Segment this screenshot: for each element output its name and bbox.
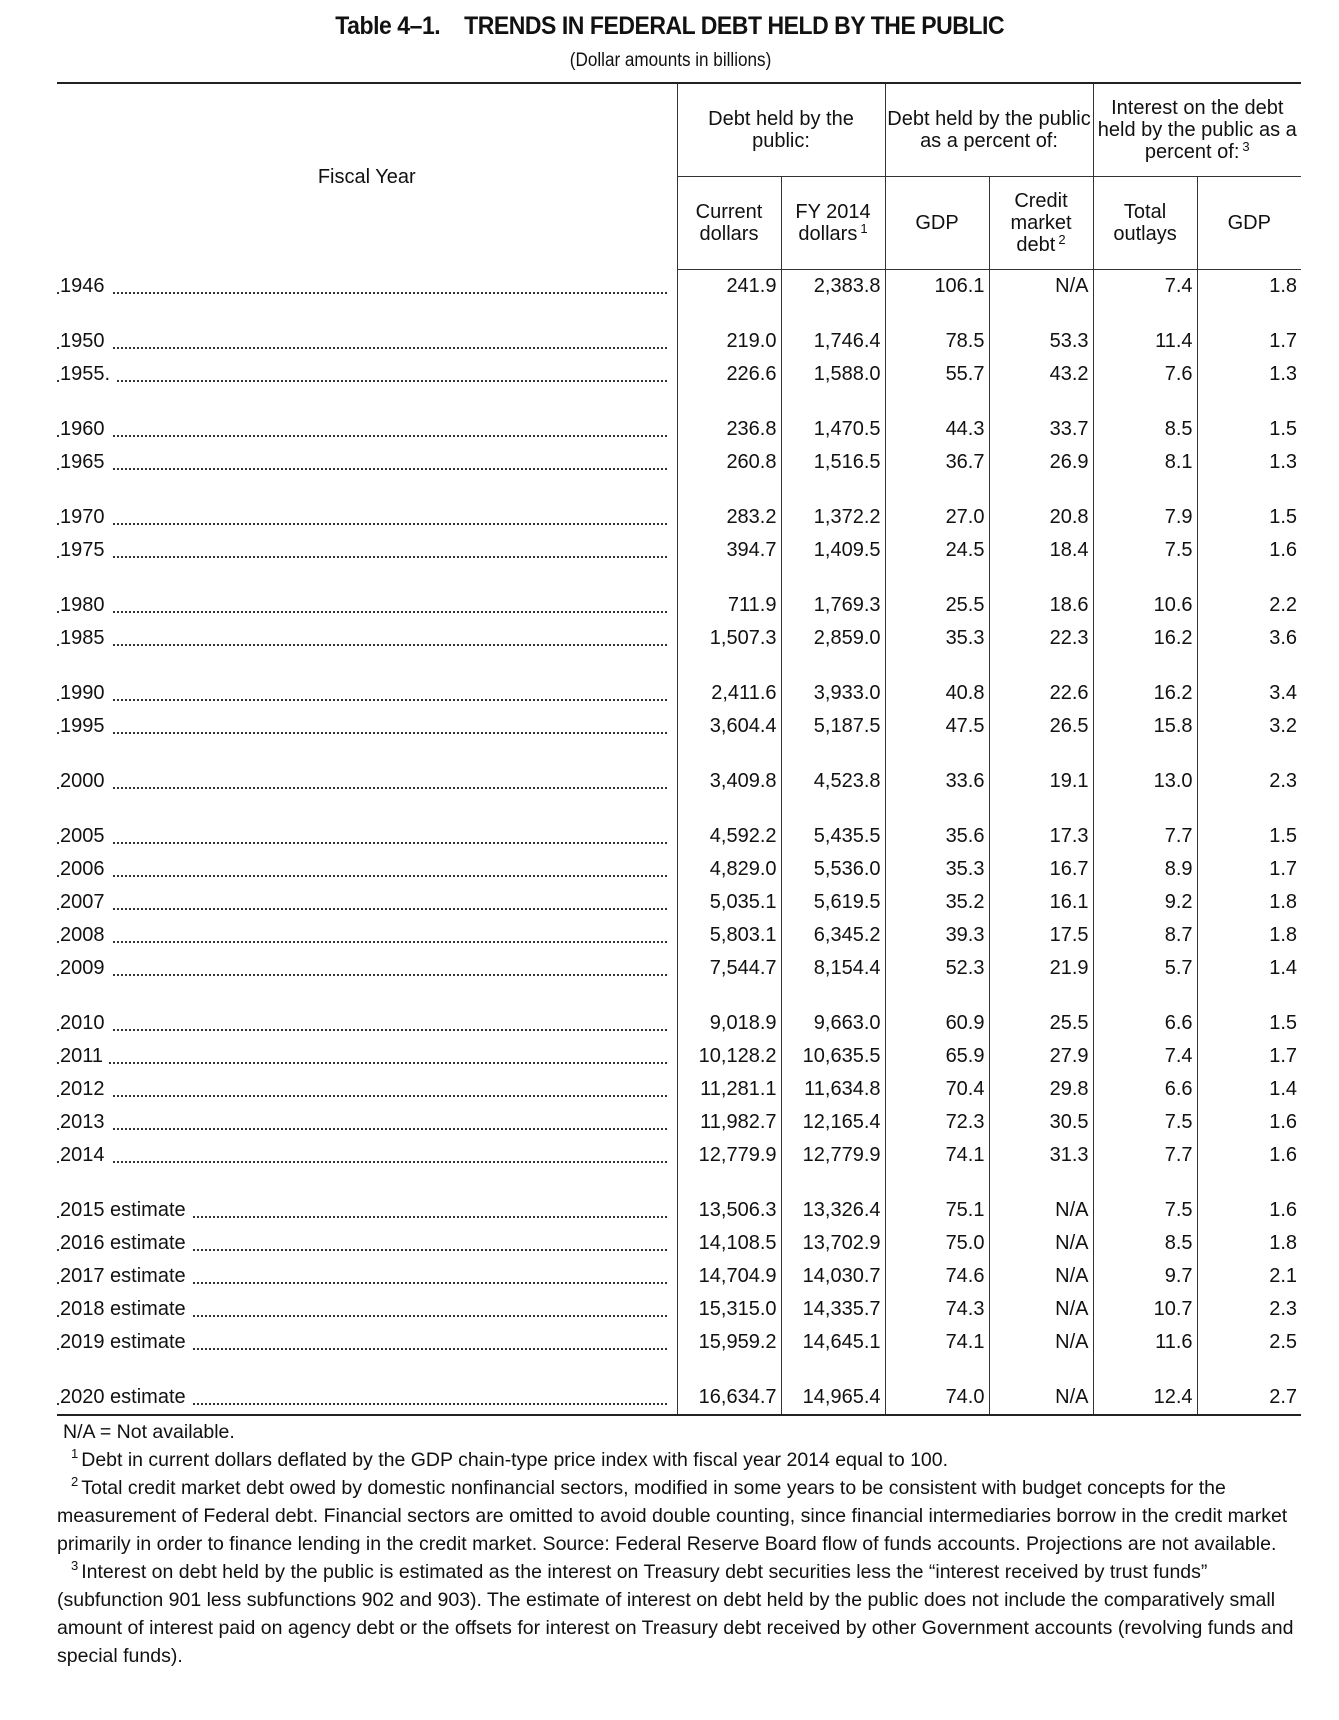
leader-dots	[57, 785, 667, 789]
footnote-ref: 1	[860, 221, 868, 236]
value-cell: 8.5	[1093, 1227, 1197, 1260]
value-cell: 78.5	[885, 325, 989, 358]
value-cell: 1,372.2	[781, 501, 885, 534]
footnote-ref: 2	[1058, 232, 1066, 247]
value-cell: 5,035.1	[677, 886, 781, 919]
value-cell: 2.3	[1197, 1293, 1301, 1326]
value-cell: N/A	[989, 1194, 1093, 1227]
value-cell: 1.5	[1197, 413, 1301, 446]
value-cell: 12,165.4	[781, 1106, 885, 1139]
header-group-percent: Debt held by the public as a percent of:	[885, 83, 1093, 177]
row-spacer	[57, 1359, 1301, 1381]
leader-dots	[57, 1060, 667, 1064]
value-cell: 16,634.7	[677, 1381, 781, 1415]
debt-table	[57, 82, 1301, 1416]
value-cell: 2,411.6	[677, 677, 781, 710]
value-cell: 3.6	[1197, 622, 1301, 655]
table-row	[57, 589, 1301, 622]
table-number: Table 4–1.	[335, 12, 441, 40]
value-cell: 7.4	[1093, 270, 1197, 304]
value-cell: 35.3	[885, 853, 989, 886]
table-row	[57, 1194, 1301, 1227]
table-title	[54, 12, 1286, 41]
fiscal-year-cell: 1950	[57, 325, 677, 358]
value-cell: 4,592.2	[677, 820, 781, 853]
value-cell: 1.3	[1197, 446, 1301, 479]
value-cell: N/A	[989, 1293, 1093, 1326]
value-cell: 1.7	[1197, 853, 1301, 886]
fiscal-year-cell: 2011	[57, 1040, 677, 1073]
fiscal-year-cell: 1965	[57, 446, 677, 479]
header-fiscal-year: Fiscal Year	[57, 83, 677, 270]
fiscal-year-cell: 2018 estimate	[57, 1293, 677, 1326]
value-cell: 106.1	[885, 270, 989, 304]
value-cell: 9.2	[1093, 886, 1197, 919]
header-interest-gdp: GDP	[1197, 177, 1301, 270]
value-cell: 1.7	[1197, 325, 1301, 358]
row-spacer	[57, 567, 1301, 589]
value-cell: 5,803.1	[677, 919, 781, 952]
table-row	[57, 765, 1301, 798]
value-cell: 26.9	[989, 446, 1093, 479]
value-cell: 1.4	[1197, 1073, 1301, 1106]
leader-dots	[57, 972, 667, 976]
table-row	[57, 446, 1301, 479]
value-cell: 22.3	[989, 622, 1093, 655]
value-cell: 74.1	[885, 1326, 989, 1359]
table-row	[57, 853, 1301, 886]
value-cell: 4,523.8	[781, 765, 885, 798]
table-row	[57, 677, 1301, 710]
fiscal-year-cell: 2005	[57, 820, 677, 853]
value-cell: 1.8	[1197, 270, 1301, 304]
header-credit-market-debt: Credit market debt $^2$	[989, 177, 1093, 270]
value-cell: 35.2	[885, 886, 989, 919]
value-cell: 53.3	[989, 325, 1093, 358]
value-cell: 219.0	[677, 325, 781, 358]
footnote-3: $^3$ Interest on debt held by the public is estimated as the interest on Treasury debt securities less the “interest received by trust funds” (subfunction 901 less subfunctions 902 and 903). The estimate of interest on debt held by the public does not include the comparatively small amount of interest paid on agency debt or the offsets for interest on Treasury debt received by other Government accounts (revolving funds and special funds).	[57, 1558, 1294, 1667]
value-cell: 2.5	[1197, 1326, 1301, 1359]
header-group-interest: Interest on the debt held by the public as a percent of: $^3$	[1093, 83, 1301, 177]
value-cell: 14,030.7	[781, 1260, 885, 1293]
value-cell: 1.4	[1197, 952, 1301, 985]
value-cell: 2,859.0	[781, 622, 885, 655]
value-cell: 1.6	[1197, 1194, 1301, 1227]
footnote-2: $^2$ Total credit market debt owed by domestic nonfinancial sectors, modified in some years to be consistent with budget concepts for the measurement of Federal debt. Financial sectors are omitted to avoid double counting, since financial intermediaries borrow in the credit market primarily in order to finance lending in the credit market. Source: Federal Reserve Board flow of funds accounts. Projections are not available.	[57, 1474, 1288, 1555]
value-cell: 13,702.9	[781, 1227, 885, 1260]
value-cell: 74.3	[885, 1293, 989, 1326]
value-cell: 7.4	[1093, 1040, 1197, 1073]
value-cell: 3,933.0	[781, 677, 885, 710]
value-cell: 8.5	[1093, 413, 1197, 446]
value-cell: 7.7	[1093, 820, 1197, 853]
table-row	[57, 1073, 1301, 1106]
value-cell: 13,326.4	[781, 1194, 885, 1227]
fiscal-year-cell: 1955.	[57, 358, 677, 391]
value-cell: 1.5	[1197, 501, 1301, 534]
value-cell: 27.9	[989, 1040, 1093, 1073]
fiscal-year-cell: 1985	[57, 622, 677, 655]
table-row	[57, 886, 1301, 919]
table-body	[57, 270, 1301, 1416]
value-cell: 1,588.0	[781, 358, 885, 391]
value-cell: 711.9	[677, 589, 781, 622]
header-current-dollars: Current dollars	[677, 177, 781, 270]
value-cell: 260.8	[677, 446, 781, 479]
value-cell: 52.3	[885, 952, 989, 985]
value-cell: 5.7	[1093, 952, 1197, 985]
value-cell: 15.8	[1093, 710, 1197, 743]
value-cell: 8,154.4	[781, 952, 885, 985]
fiscal-year-cell: 2010	[57, 1007, 677, 1040]
fiscal-year-cell: 2009	[57, 952, 677, 985]
value-cell: 60.9	[885, 1007, 989, 1040]
value-cell: 47.5	[885, 710, 989, 743]
value-cell: 5,435.5	[781, 820, 885, 853]
value-cell: N/A	[989, 1381, 1093, 1415]
value-cell: 3.2	[1197, 710, 1301, 743]
value-cell: 9,018.9	[677, 1007, 781, 1040]
row-spacer	[57, 743, 1301, 765]
leader-dots	[57, 1027, 667, 1031]
value-cell: 14,335.7	[781, 1293, 885, 1326]
fiscal-year-cell: 1995	[57, 710, 677, 743]
value-cell: 283.2	[677, 501, 781, 534]
fiscal-year-cell: 2019 estimate	[57, 1326, 677, 1359]
value-cell: 12.4	[1093, 1381, 1197, 1415]
value-cell: 10,128.2	[677, 1040, 781, 1073]
value-cell: 40.8	[885, 677, 989, 710]
value-cell: 24.5	[885, 534, 989, 567]
value-cell: 394.7	[677, 534, 781, 567]
table-row	[57, 1106, 1301, 1139]
value-cell: 75.0	[885, 1227, 989, 1260]
header-fy2014-dollars: FY 2014 dollars $^1$	[781, 177, 885, 270]
value-cell: 35.6	[885, 820, 989, 853]
value-cell: 11.4	[1093, 325, 1197, 358]
value-cell: 13,506.3	[677, 1194, 781, 1227]
value-cell: 3.4	[1197, 677, 1301, 710]
value-cell: 3,409.8	[677, 765, 781, 798]
value-cell: 16.2	[1093, 677, 1197, 710]
value-cell: 8.7	[1093, 919, 1197, 952]
value-cell: 17.5	[989, 919, 1093, 952]
leader-dots	[57, 433, 667, 437]
value-cell: 1.5	[1197, 1007, 1301, 1040]
value-cell: 7,544.7	[677, 952, 781, 985]
value-cell: 7.5	[1093, 1194, 1197, 1227]
fiscal-year-cell: 1980	[57, 589, 677, 622]
value-cell: 35.3	[885, 622, 989, 655]
fiscal-year-cell: 1975	[57, 534, 677, 567]
value-cell: 16.7	[989, 853, 1093, 886]
value-cell: 2,383.8	[781, 270, 885, 304]
table-row	[57, 710, 1301, 743]
leader-dots	[57, 840, 667, 844]
footnote-ref: 3	[1242, 139, 1250, 154]
leader-dots	[57, 290, 667, 294]
value-cell: 1,409.5	[781, 534, 885, 567]
footnote-1: $^1$ Debt in current dollars deflated by the GDP chain-type price index with fiscal year 2014 equal to 100.	[71, 1446, 949, 1471]
value-cell: 8.9	[1093, 853, 1197, 886]
value-cell: 10.7	[1093, 1293, 1197, 1326]
fiscal-year-cell: 2020 estimate	[57, 1381, 677, 1415]
value-cell: N/A	[989, 1227, 1093, 1260]
value-cell: 25.5	[885, 589, 989, 622]
value-cell: 4,829.0	[677, 853, 781, 886]
leader-dots	[57, 730, 667, 734]
fiscal-year-cell: 2017 estimate	[57, 1260, 677, 1293]
leader-dots	[57, 1093, 667, 1097]
leader-dots	[57, 554, 667, 558]
fiscal-year-cell: 1960	[57, 413, 677, 446]
fiscal-year-cell: 2006	[57, 853, 677, 886]
table-row	[57, 1293, 1301, 1326]
value-cell: 1,516.5	[781, 446, 885, 479]
table-row	[57, 270, 1301, 304]
fiscal-year-cell: 2015 estimate	[57, 1194, 677, 1227]
value-cell: 74.6	[885, 1260, 989, 1293]
value-cell: 18.6	[989, 589, 1093, 622]
value-cell: 7.5	[1093, 534, 1197, 567]
value-cell: 33.7	[989, 413, 1093, 446]
value-cell: 1.6	[1197, 1139, 1301, 1172]
value-cell: 33.6	[885, 765, 989, 798]
value-cell: 17.3	[989, 820, 1093, 853]
value-cell: 8.1	[1093, 446, 1197, 479]
leader-dots	[57, 378, 667, 382]
row-spacer	[57, 798, 1301, 820]
value-cell: 1.6	[1197, 534, 1301, 567]
row-spacer	[57, 655, 1301, 677]
value-cell: 44.3	[885, 413, 989, 446]
value-cell: 1.8	[1197, 919, 1301, 952]
table-row	[57, 952, 1301, 985]
row-spacer	[57, 1172, 1301, 1194]
value-cell: 241.9	[677, 270, 781, 304]
value-cell: 20.8	[989, 501, 1093, 534]
fiscal-year-cell: 2014	[57, 1139, 677, 1172]
value-cell: 1.5	[1197, 820, 1301, 853]
value-cell: 74.1	[885, 1139, 989, 1172]
value-cell: 2.2	[1197, 589, 1301, 622]
fiscal-year-cell: 2000	[57, 765, 677, 798]
row-spacer	[57, 479, 1301, 501]
fiscal-year-cell: 1990	[57, 677, 677, 710]
value-cell: 25.5	[989, 1007, 1093, 1040]
value-cell: N/A	[989, 270, 1093, 304]
value-cell: 7.7	[1093, 1139, 1197, 1172]
value-cell: 31.3	[989, 1139, 1093, 1172]
leader-dots	[57, 906, 667, 910]
value-cell: 5,187.5	[781, 710, 885, 743]
value-cell: 1.6	[1197, 1106, 1301, 1139]
row-spacer	[57, 303, 1301, 325]
value-cell: 26.5	[989, 710, 1093, 743]
fiscal-year-cell: 2007	[57, 886, 677, 919]
value-cell: 1,470.5	[781, 413, 885, 446]
value-cell: 70.4	[885, 1073, 989, 1106]
leader-dots	[57, 345, 667, 349]
value-cell: 226.6	[677, 358, 781, 391]
leader-dots	[57, 939, 667, 943]
value-cell: 7.9	[1093, 501, 1197, 534]
table-row	[57, 1260, 1301, 1293]
value-cell: 43.2	[989, 358, 1093, 391]
row-spacer	[57, 391, 1301, 413]
table-row	[57, 501, 1301, 534]
value-cell: 11.6	[1093, 1326, 1197, 1359]
value-cell: 14,108.5	[677, 1227, 781, 1260]
value-cell: 14,965.4	[781, 1381, 885, 1415]
header-total-outlays: Total outlays	[1093, 177, 1197, 270]
value-cell: 1.7	[1197, 1040, 1301, 1073]
leader-dots	[57, 466, 667, 470]
value-cell: 2.3	[1197, 765, 1301, 798]
leader-dots	[57, 609, 667, 613]
value-cell: 36.7	[885, 446, 989, 479]
value-cell: 39.3	[885, 919, 989, 952]
value-cell: 5,619.5	[781, 886, 885, 919]
value-cell: 13.0	[1093, 765, 1197, 798]
table-row	[57, 413, 1301, 446]
value-cell: N/A	[989, 1326, 1093, 1359]
value-cell: 6.6	[1093, 1073, 1197, 1106]
value-cell: 9.7	[1093, 1260, 1197, 1293]
value-cell: 27.0	[885, 501, 989, 534]
value-cell: 14,704.9	[677, 1260, 781, 1293]
value-cell: 1,746.4	[781, 325, 885, 358]
value-cell: 21.9	[989, 952, 1093, 985]
value-cell: 15,959.2	[677, 1326, 781, 1359]
leader-dots	[57, 521, 667, 525]
value-cell: 12,779.9	[781, 1139, 885, 1172]
value-cell: N/A	[989, 1260, 1093, 1293]
value-cell: 15,315.0	[677, 1293, 781, 1326]
fiscal-year-cell: 2008	[57, 919, 677, 952]
value-cell: 22.6	[989, 677, 1093, 710]
value-cell: 7.6	[1093, 358, 1197, 391]
note-na: N/A = Not available.	[63, 1421, 235, 1443]
value-cell: 236.8	[677, 413, 781, 446]
value-cell: 18.4	[989, 534, 1093, 567]
table-row	[57, 1227, 1301, 1260]
leader-dots	[57, 873, 667, 877]
value-cell: 6,345.2	[781, 919, 885, 952]
leader-dots	[57, 642, 667, 646]
value-cell: 7.5	[1093, 1106, 1197, 1139]
value-cell: 16.1	[989, 886, 1093, 919]
leader-dots	[57, 1159, 667, 1163]
value-cell: 1,769.3	[781, 589, 885, 622]
value-cell: 16.2	[1093, 622, 1197, 655]
table-row	[57, 1381, 1301, 1415]
value-cell: 12,779.9	[677, 1139, 781, 1172]
value-cell: 11,281.1	[677, 1073, 781, 1106]
value-cell: 2.7	[1197, 1381, 1301, 1415]
value-cell: 74.0	[885, 1381, 989, 1415]
header-group-debt: Debt held by the public:	[677, 83, 885, 177]
table-row	[57, 820, 1301, 853]
row-spacer	[57, 985, 1301, 1007]
table-row	[57, 325, 1301, 358]
table-row	[57, 1040, 1301, 1073]
value-cell: 1,507.3	[677, 622, 781, 655]
table-title-text: TRENDS IN FEDERAL DEBT HELD BY THE PUBLIC	[464, 12, 1005, 40]
table-row	[57, 1007, 1301, 1040]
value-cell: 11,634.8	[781, 1073, 885, 1106]
value-cell: 19.1	[989, 765, 1093, 798]
table-row	[57, 919, 1301, 952]
table-row	[57, 534, 1301, 567]
value-cell: 2.1	[1197, 1260, 1301, 1293]
value-cell: 1.8	[1197, 1227, 1301, 1260]
leader-dots	[57, 697, 667, 701]
value-cell: 6.6	[1093, 1007, 1197, 1040]
value-cell: 75.1	[885, 1194, 989, 1227]
table-row	[57, 1139, 1301, 1172]
value-cell: 5,536.0	[781, 853, 885, 886]
header-gdp: GDP	[885, 177, 989, 270]
value-cell: 3,604.4	[677, 710, 781, 743]
value-cell: 1.3	[1197, 358, 1301, 391]
fiscal-year-cell: 2013	[57, 1106, 677, 1139]
value-cell: 55.7	[885, 358, 989, 391]
value-cell: 65.9	[885, 1040, 989, 1073]
table-notes	[57, 1418, 1307, 1670]
table-row	[57, 622, 1301, 655]
table-row	[57, 1326, 1301, 1359]
leader-dots	[57, 1126, 667, 1130]
value-cell: 30.5	[989, 1106, 1093, 1139]
fiscal-year-cell: 2012	[57, 1073, 677, 1106]
fiscal-year-cell: 1970	[57, 501, 677, 534]
value-cell: 11,982.7	[677, 1106, 781, 1139]
value-cell: 10,635.5	[781, 1040, 885, 1073]
value-cell: 29.8	[989, 1073, 1093, 1106]
value-cell: 9,663.0	[781, 1007, 885, 1040]
value-cell: 10.6	[1093, 589, 1197, 622]
value-cell: 14,645.1	[781, 1326, 885, 1359]
fiscal-year-cell: 2016 estimate	[57, 1227, 677, 1260]
table-row	[57, 358, 1301, 391]
value-cell: 1.8	[1197, 886, 1301, 919]
table-subtitle: (Dollar amounts in billions)	[569, 50, 772, 71]
value-cell: 72.3	[885, 1106, 989, 1139]
fiscal-year-cell: 1946	[57, 270, 677, 304]
